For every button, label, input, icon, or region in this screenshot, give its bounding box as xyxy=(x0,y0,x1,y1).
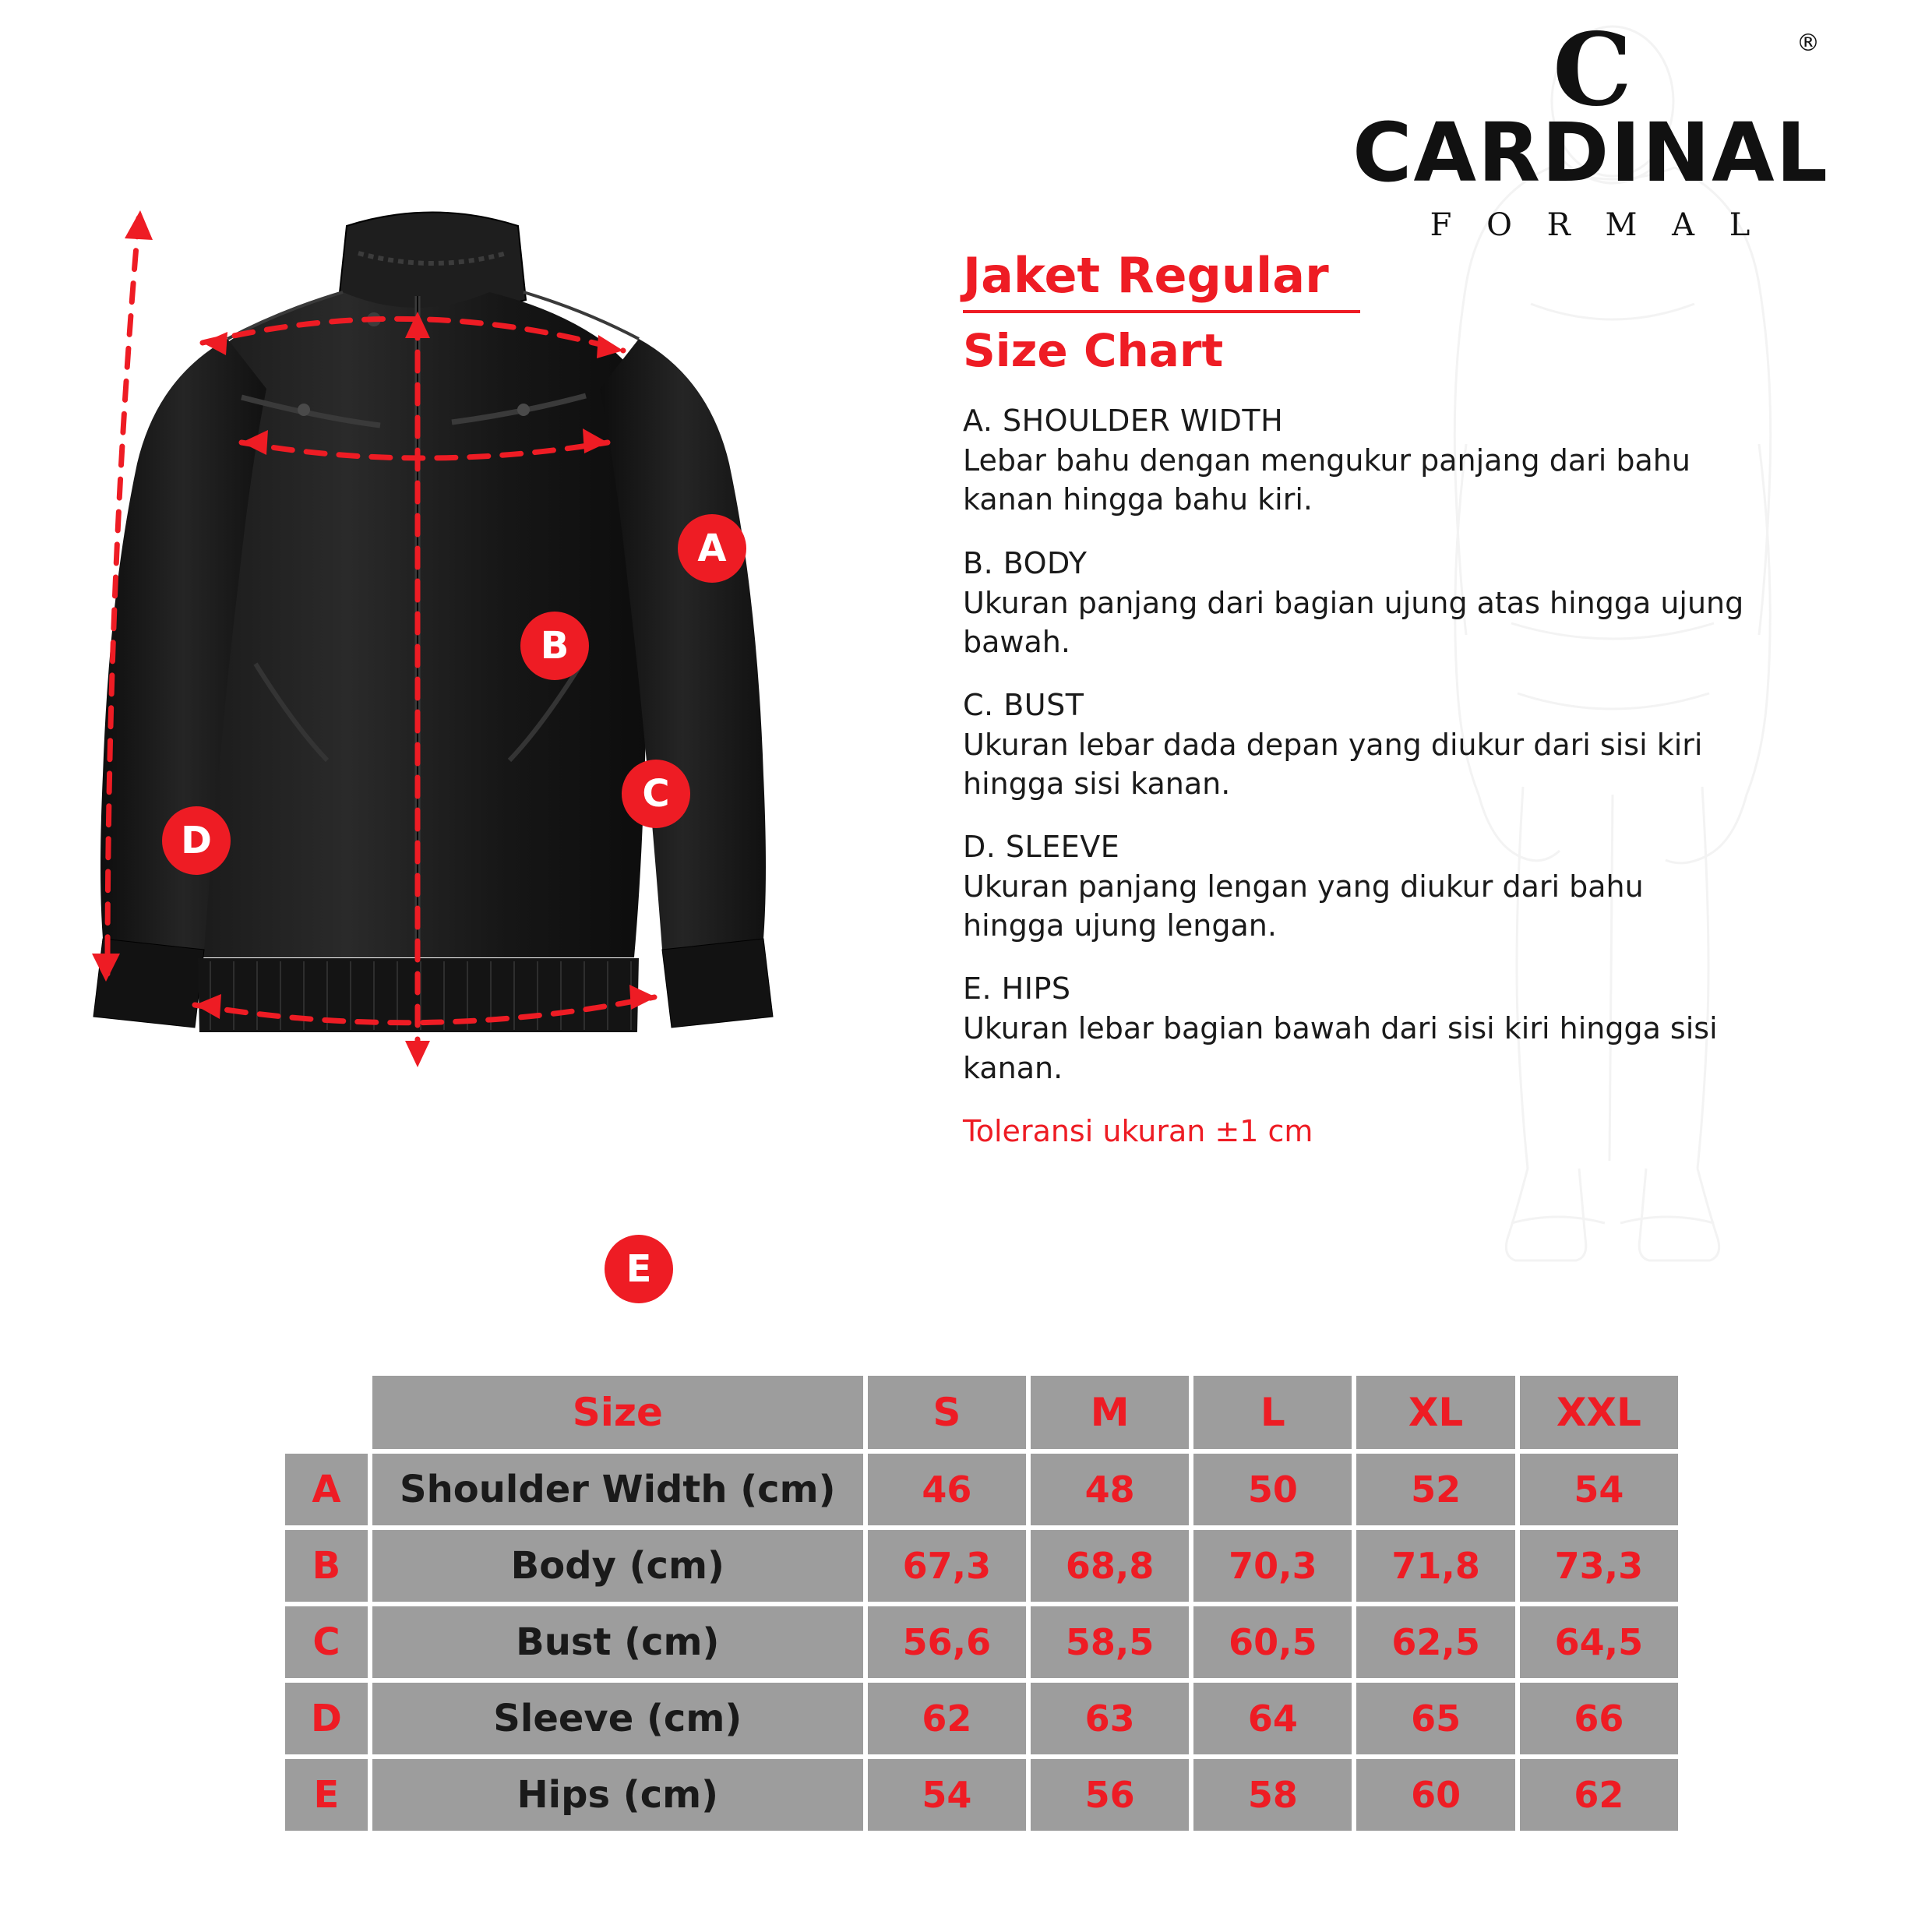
cell-a-m: 48 xyxy=(1031,1454,1189,1525)
brand-c-glyph: C xyxy=(1553,12,1629,129)
size-table xyxy=(280,1371,1683,1835)
row-key-e: E xyxy=(285,1759,368,1831)
row-key-b: B xyxy=(285,1530,368,1602)
header-size-l: L xyxy=(1193,1376,1352,1449)
brand-subname: F O R M A L xyxy=(1430,207,1763,243)
cell-b-xxl: 73,3 xyxy=(1520,1530,1678,1602)
measure-head-d: D. SLEEVE xyxy=(963,830,1120,865)
info-column xyxy=(963,249,1750,1148)
badge-b: B xyxy=(520,612,589,680)
row-label-c: Bust (cm) xyxy=(372,1606,863,1678)
table-row xyxy=(285,1530,1678,1602)
cell-a-s: 46 xyxy=(868,1454,1026,1525)
row-label-a: Shoulder Width (cm) xyxy=(372,1454,863,1525)
cell-e-l: 58 xyxy=(1193,1759,1352,1831)
row-label-d: Sleeve (cm) xyxy=(372,1683,863,1754)
cell-d-m: 63 xyxy=(1031,1683,1189,1754)
registered-icon: ® xyxy=(1796,30,1820,57)
badge-c: C xyxy=(622,760,690,828)
cell-a-l: 50 xyxy=(1193,1454,1352,1525)
table-row xyxy=(285,1454,1678,1525)
measure-head-c: C. BUST xyxy=(963,687,1084,722)
title-divider xyxy=(963,310,1360,313)
table-row xyxy=(285,1683,1678,1754)
row-key-c: C xyxy=(285,1606,368,1678)
row-key-a: A xyxy=(285,1454,368,1525)
cell-b-m: 68,8 xyxy=(1031,1530,1189,1602)
cell-e-m: 56 xyxy=(1031,1759,1189,1831)
header-size-xl: XL xyxy=(1356,1376,1514,1449)
cell-a-xl: 52 xyxy=(1356,1454,1514,1525)
measure-desc-b: Ukuran panjang dari bagian ujung atas hingga ujung bawah. xyxy=(963,585,1744,659)
brand-logo xyxy=(1341,12,1840,243)
measure-desc-d: Ukuran panjang lengan yang diukur dari bahu hingga ujung lengan. xyxy=(963,869,1644,943)
header-size-m: M xyxy=(1031,1376,1189,1449)
row-label-b: Body (cm) xyxy=(372,1530,863,1602)
header-size-label: Size xyxy=(372,1376,863,1449)
badge-a: A xyxy=(678,514,746,583)
header-size-s: S xyxy=(868,1376,1026,1449)
brand-mark xyxy=(1341,12,1840,129)
row-key-d: D xyxy=(285,1683,368,1754)
row-label-e: Hips (cm) xyxy=(372,1759,863,1831)
cell-b-xl: 71,8 xyxy=(1356,1530,1514,1602)
measure-head-a: A. SHOULDER WIDTH xyxy=(963,404,1284,439)
page-subtitle: Size Chart xyxy=(963,324,1224,378)
badge-e: E xyxy=(605,1235,673,1303)
measure-item-b xyxy=(963,546,1750,661)
jacket-illustration xyxy=(47,179,943,1270)
badge-d: D xyxy=(162,806,231,875)
cell-d-xxl: 66 xyxy=(1520,1683,1678,1754)
cell-c-s: 56,6 xyxy=(868,1606,1026,1678)
size-table-wrap xyxy=(280,1371,1683,1835)
measure-desc-a: Lebar bahu dengan mengukur panjang dari bahu kanan hingga bahu kiri. xyxy=(963,443,1690,517)
cell-e-s: 54 xyxy=(868,1759,1026,1831)
cell-c-xl: 62,5 xyxy=(1356,1606,1514,1678)
measure-item-e xyxy=(963,971,1750,1087)
cell-e-xl: 60 xyxy=(1356,1759,1514,1831)
header-size-xxl: XXL xyxy=(1520,1376,1678,1449)
brand-name: CARDINAL xyxy=(1352,105,1829,200)
table-header-row xyxy=(285,1376,1678,1449)
measure-item-c xyxy=(963,688,1750,803)
measure-item-a xyxy=(963,404,1750,519)
cell-c-m: 58,5 xyxy=(1031,1606,1189,1678)
header-blank xyxy=(285,1376,368,1449)
measure-item-d xyxy=(963,830,1750,945)
cell-a-xxl: 54 xyxy=(1520,1454,1678,1525)
cell-d-s: 62 xyxy=(868,1683,1026,1754)
measure-head-e: E. HIPS xyxy=(963,971,1071,1007)
cell-d-xl: 65 xyxy=(1356,1683,1514,1754)
table-row xyxy=(285,1606,1678,1678)
cell-e-xxl: 62 xyxy=(1520,1759,1678,1831)
measure-head-b: B. BODY xyxy=(963,545,1088,580)
cell-c-xxl: 64,5 xyxy=(1520,1606,1678,1678)
cell-d-l: 64 xyxy=(1193,1683,1352,1754)
cell-b-l: 70,3 xyxy=(1193,1530,1352,1602)
cell-c-l: 60,5 xyxy=(1193,1606,1352,1678)
measure-desc-e: Ukuran lebar bagian bawah dari sisi kiri hingga sisi kanan. xyxy=(963,1011,1718,1085)
table-row xyxy=(285,1759,1678,1831)
page-title: Jaket Regular xyxy=(963,247,1329,304)
jacket-diagram xyxy=(47,179,943,1291)
tolerance-note: Toleransi ukuran ±1 cm xyxy=(963,1113,1313,1148)
cell-b-s: 67,3 xyxy=(868,1530,1026,1602)
measure-desc-c: Ukuran lebar dada depan yang diukur dari sisi kiri hingga sisi kanan. xyxy=(963,727,1703,801)
